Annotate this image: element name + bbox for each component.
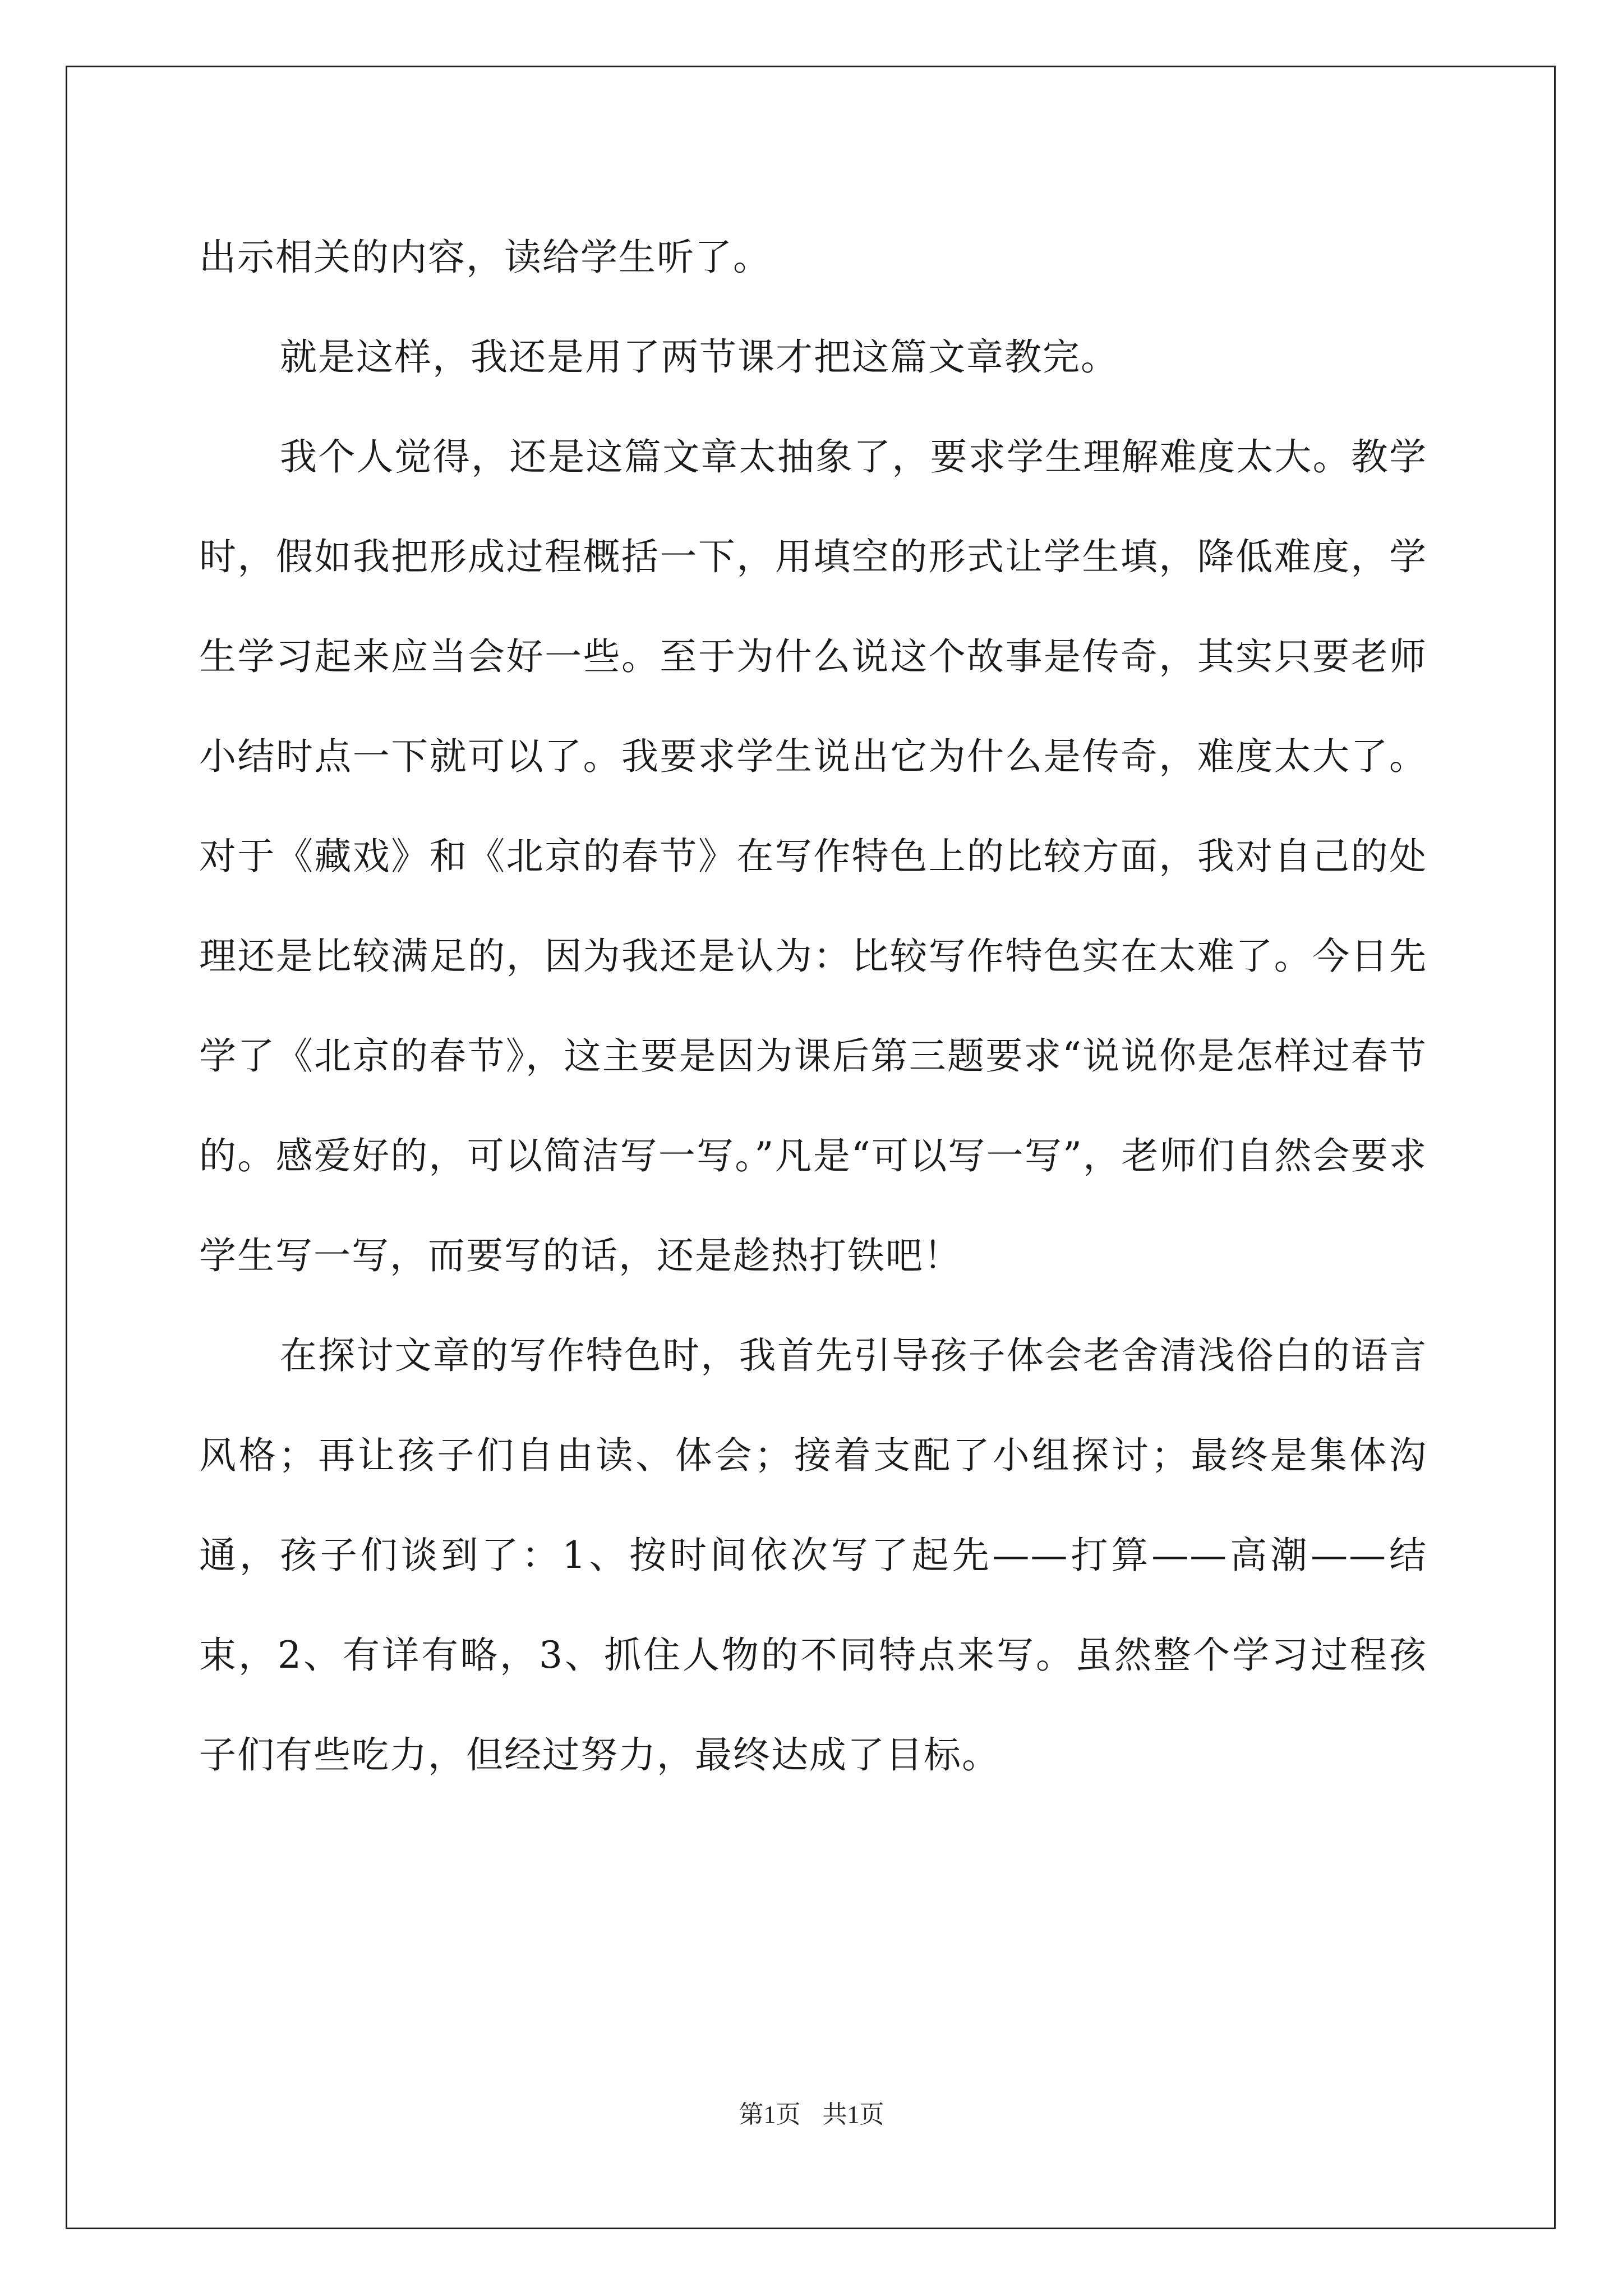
page-number-total: 共1页 bbox=[822, 2101, 884, 2128]
paragraph-3: 我个人觉得，还是这篇文章太抽象了，要求学生理解难度太大。教学时，假如我把形成过程概括一下，用填空的形式让学生填，降低难度，学生学习起来应当会好一些。至于为什么说这个故事是传奇，其实只要老师小结时点一下就可以了。我要求学生说出它为什么是传奇，难度太大了。对于《藏戏》和《北京的春节》在写作特色上的比较方面，我对自己的处理还是比较满足的，因为我还是认为：比较写作特色实在太难了。今日先学了《北京的春节》，这主要是因为课后第三题要求“说说你是怎样过春节的。感爱好的，可以简洁写一写。”凡是“可以写一写”，老师们自然会要求学生写一写，而要写的话，还是趁热打铁吧！ bbox=[199, 435, 1427, 1277]
paragraph-4: 在探讨文章的写作特色时，我首先引导孩子体会老舍清浅俗白的语言风格；再让孩子们自由读、体会；接着支配了小组探讨；最终是集体沟通，孩子们谈到了：1、按时间依次写了起先——打算——高潮——结束，2、有详有略，3、抓住人物的不同特点来写。虽然整个学习过程孩子们有些吃力，但经过努力，最终达成了目标。 bbox=[199, 1334, 1427, 1777]
document-body bbox=[199, 208, 1427, 1805]
paragraph-2: 就是这样，我还是用了两节课才把这篇文章教完。 bbox=[280, 335, 1119, 379]
page-number-current: 第1页 bbox=[739, 2101, 801, 2128]
page-footer bbox=[0, 2098, 1623, 2132]
paragraph-1: 出示相关的内容，读给学生听了。 bbox=[199, 236, 771, 279]
